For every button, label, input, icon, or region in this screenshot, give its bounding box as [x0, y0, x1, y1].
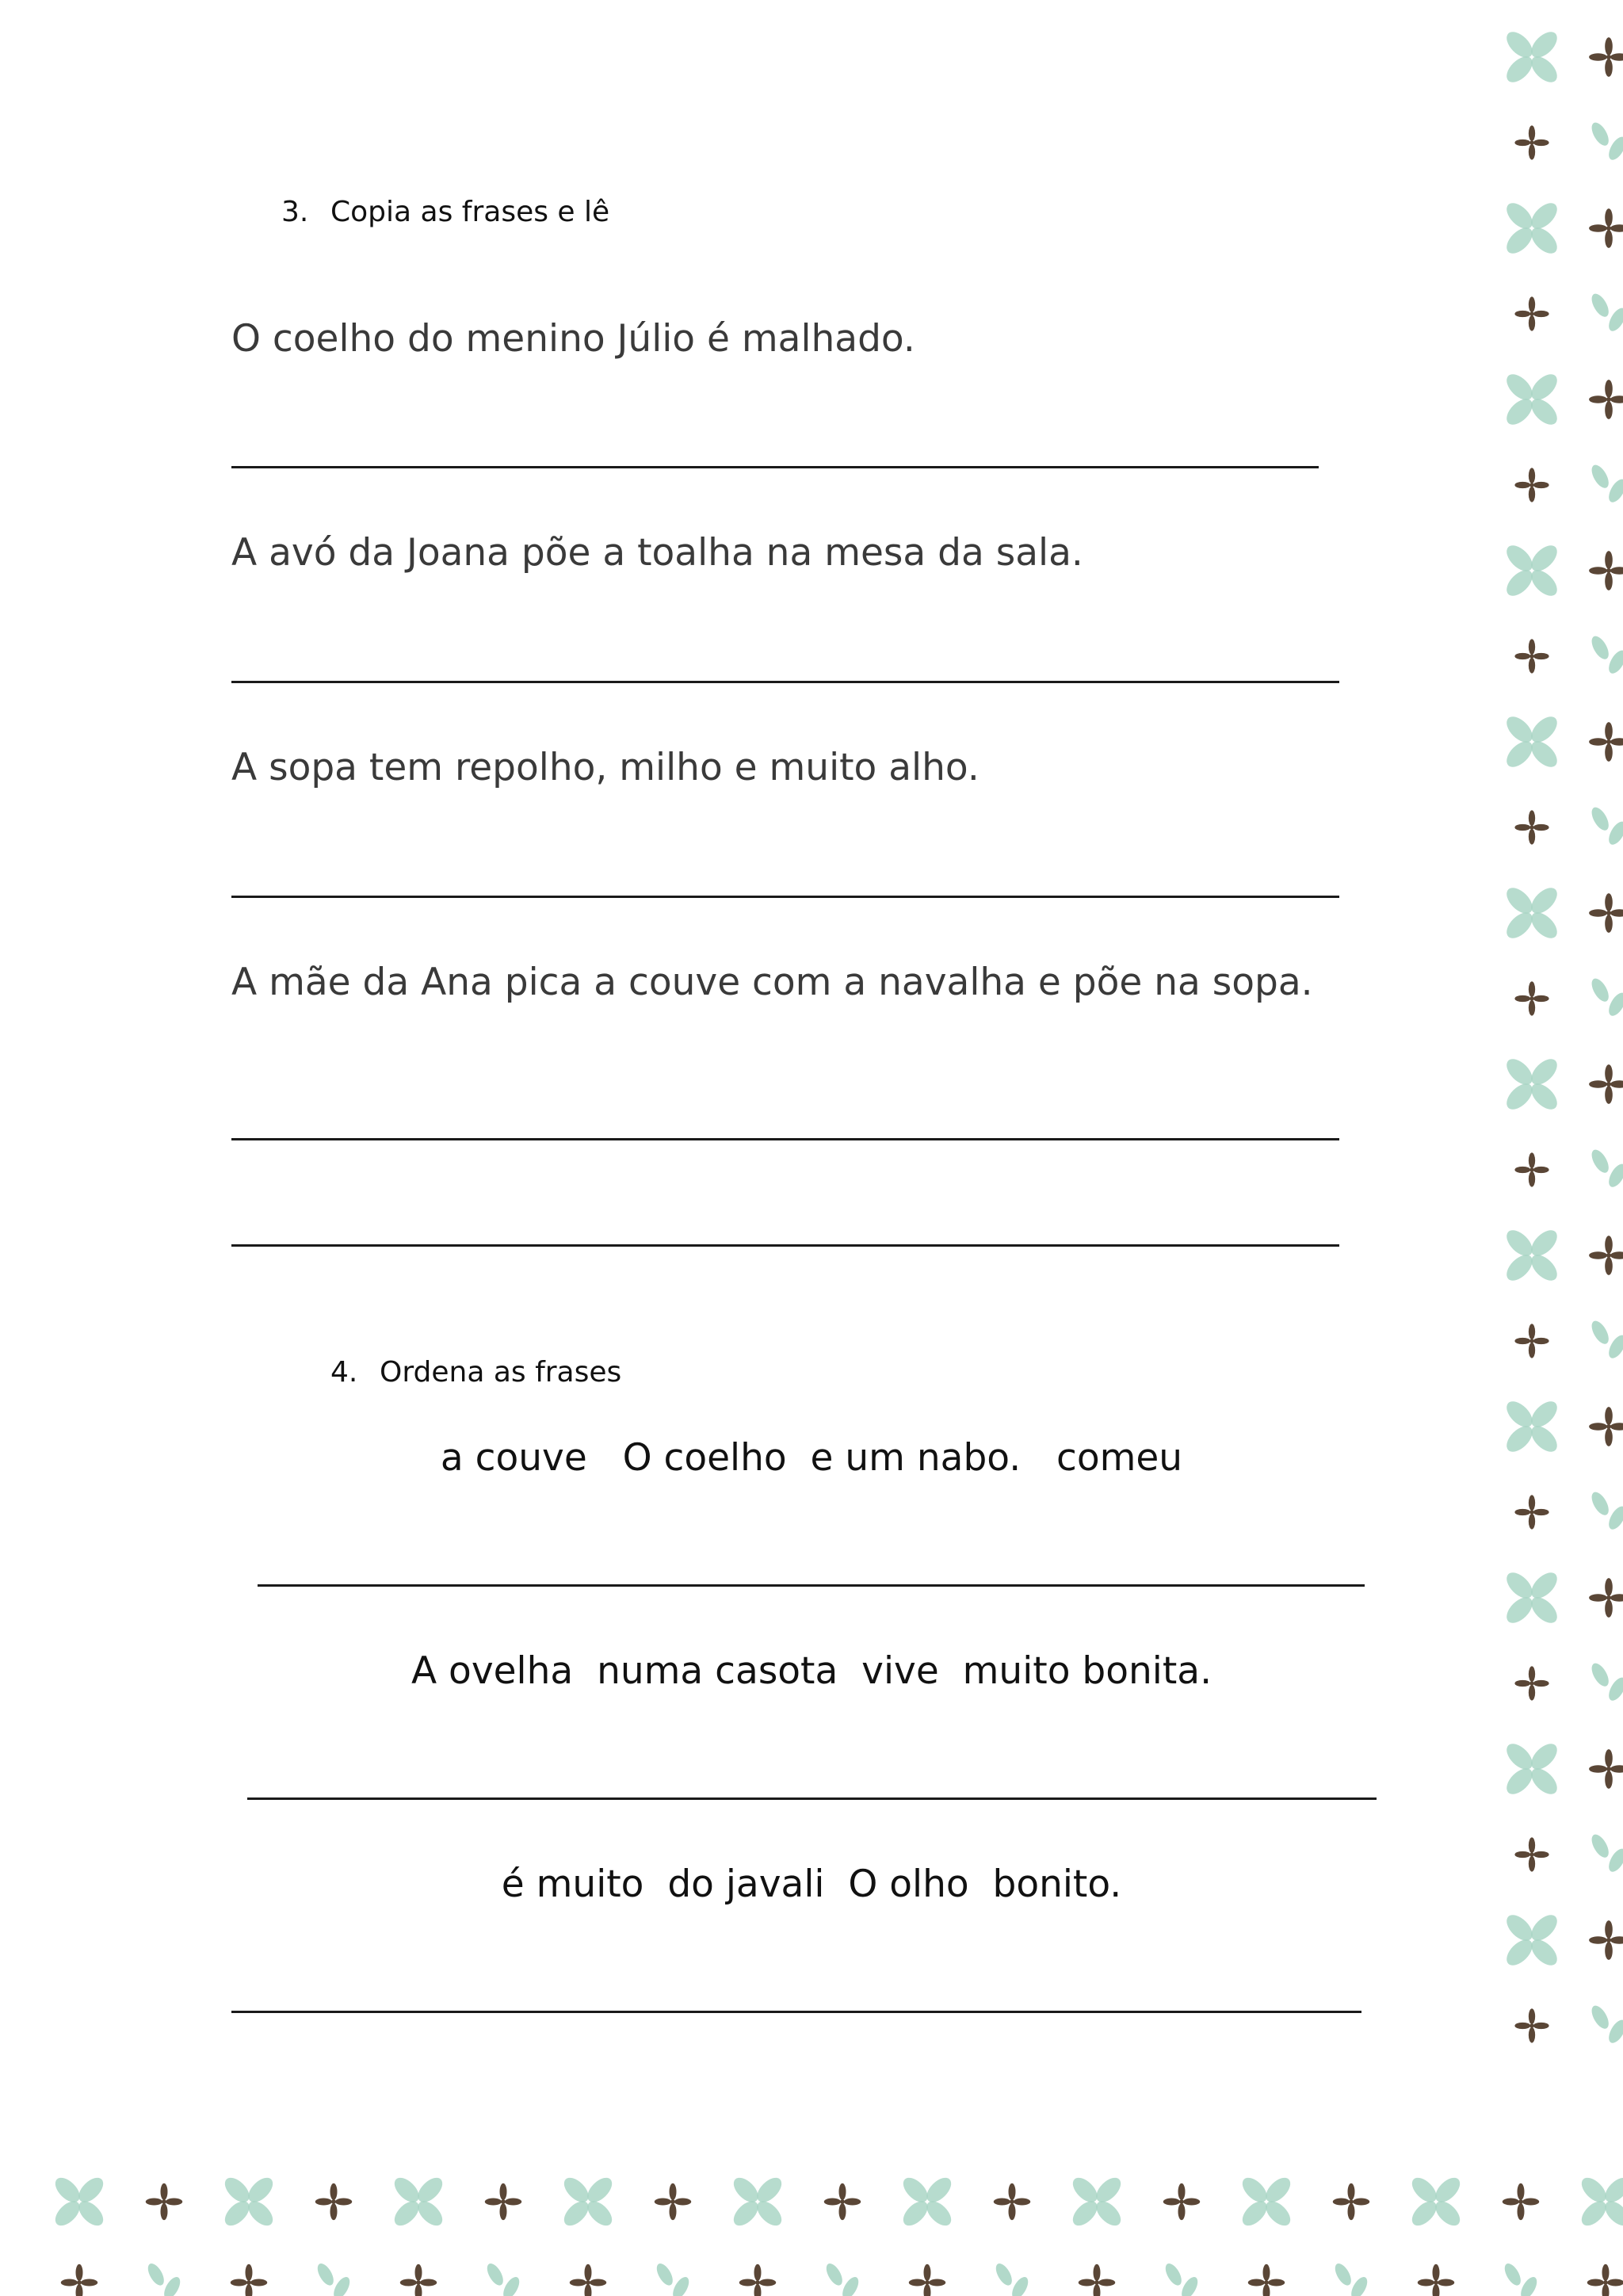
green-sprig-icon	[1588, 1147, 1623, 1190]
brown-flower-icon	[485, 2183, 521, 2220]
green-flower-icon	[1502, 369, 1561, 429]
brown-flower-icon	[1514, 1324, 1549, 1358]
brown-flower-icon	[1514, 2008, 1549, 2042]
green-sprig-icon	[1502, 2261, 1541, 2296]
brown-flower-icon	[1514, 1837, 1549, 1871]
decorative-border-bottom	[0, 2172, 1623, 2296]
writing-line-2	[231, 681, 1339, 683]
brown-flower-icon	[1589, 893, 1623, 933]
green-flower-icon	[51, 2173, 107, 2229]
brown-flower-icon	[1589, 208, 1623, 248]
green-sprig-icon	[1588, 462, 1623, 505]
green-sprig-icon	[1588, 633, 1623, 676]
green-sprig-icon	[823, 2261, 862, 2296]
green-sprig-icon	[1588, 1318, 1623, 1361]
green-sprig-icon	[484, 2261, 523, 2296]
brown-flower-icon	[1589, 551, 1623, 590]
copy-sentence-4: A mãe da Ana pica a couve com a navalha e põe na sopa.	[231, 961, 1313, 1004]
writing-line-4b	[231, 1244, 1339, 1247]
exercise-4-title: Ordena as frases	[380, 1356, 622, 1389]
green-sprig-icon	[1588, 1489, 1623, 1532]
green-sprig-icon	[1588, 120, 1623, 162]
green-flower-icon	[1068, 2173, 1125, 2229]
brown-flower-icon	[61, 2264, 97, 2296]
green-sprig-icon	[315, 2261, 353, 2296]
brown-flower-icon	[1503, 2183, 1539, 2220]
green-flower-icon	[1577, 2173, 1623, 2229]
writing-line-4a	[231, 1138, 1339, 1140]
brown-flower-icon	[655, 2183, 691, 2220]
green-flower-icon	[899, 2173, 955, 2229]
brown-flower-icon	[1514, 1495, 1549, 1529]
green-flower-icon	[1502, 1054, 1561, 1114]
brown-flower-icon	[570, 2264, 606, 2296]
green-sprig-icon	[1588, 1832, 1623, 1874]
brown-flower-icon	[824, 2183, 861, 2220]
brown-flower-icon	[1514, 810, 1549, 844]
exercise-3-title: Copia as frases e lê	[330, 196, 610, 228]
brown-flower-icon	[1248, 2264, 1285, 2296]
brown-flower-icon	[1079, 2264, 1115, 2296]
brown-flower-icon	[1589, 1236, 1623, 1275]
brown-flower-icon	[739, 2264, 776, 2296]
brown-flower-icon	[1589, 1920, 1623, 1960]
order-line-2	[247, 1797, 1377, 1800]
green-flower-icon	[1407, 2173, 1464, 2229]
green-sprig-icon	[1588, 2003, 1623, 2046]
exercise-4-number: 4.	[330, 1356, 358, 1389]
green-sprig-icon	[145, 2261, 184, 2296]
green-sprig-icon	[1588, 291, 1623, 334]
green-flower-icon	[1502, 883, 1561, 942]
brown-flower-icon	[1589, 380, 1623, 419]
exercise-4-heading	[330, 1356, 621, 1389]
green-flower-icon	[1238, 2173, 1294, 2229]
copy-sentence-1: O coelho do menino Júlio é malhado.	[231, 317, 915, 361]
green-flower-icon	[1502, 541, 1561, 600]
brown-flower-icon	[146, 2183, 182, 2220]
brown-flower-icon	[1514, 981, 1549, 1015]
brown-flower-icon	[1589, 37, 1623, 77]
brown-flower-icon	[1514, 639, 1549, 673]
green-flower-icon	[1502, 1910, 1561, 1969]
writing-line-1	[231, 466, 1319, 468]
brown-flower-icon	[1514, 125, 1549, 159]
green-sprig-icon	[654, 2261, 693, 2296]
green-sprig-icon	[1332, 2261, 1371, 2296]
brown-flower-icon	[315, 2183, 352, 2220]
green-flower-icon	[1502, 198, 1561, 258]
brown-flower-icon	[909, 2264, 945, 2296]
brown-flower-icon	[400, 2264, 437, 2296]
scrambled-sentence-1: a couve O coelho e um nabo. comeu	[440, 1436, 1183, 1480]
green-flower-icon	[729, 2173, 785, 2229]
green-sprig-icon	[1163, 2261, 1201, 2296]
copy-sentence-2: A avó da Joana põe a toalha na mesa da sala.	[231, 531, 1083, 575]
brown-flower-icon	[1163, 2183, 1200, 2220]
scrambled-sentence-3: é muito do javali O olho bonito.	[501, 1862, 1122, 1906]
brown-flower-icon	[1514, 468, 1549, 502]
copy-sentence-3: A sopa tem repolho, milho e muito alho.	[231, 746, 980, 789]
brown-flower-icon	[1418, 2264, 1454, 2296]
exercise-3-heading	[281, 196, 609, 228]
green-sprig-icon	[1588, 1660, 1623, 1703]
green-flower-icon	[1502, 1739, 1561, 1798]
green-flower-icon	[1502, 1225, 1561, 1285]
green-flower-icon	[1502, 712, 1561, 771]
green-sprig-icon	[1588, 976, 1623, 1018]
brown-flower-icon	[1514, 1666, 1549, 1700]
brown-flower-icon	[1589, 722, 1623, 762]
scrambled-sentence-2: A ovelha numa casota vive muito bonita.	[411, 1649, 1212, 1693]
brown-flower-icon	[1589, 1749, 1623, 1789]
order-line-3	[231, 2011, 1361, 2013]
brown-flower-icon	[1514, 296, 1549, 330]
order-line-1	[258, 1584, 1365, 1587]
green-flower-icon	[559, 2173, 616, 2229]
decorative-border-right	[1498, 24, 1623, 2164]
brown-flower-icon	[994, 2183, 1030, 2220]
green-sprig-icon	[993, 2261, 1032, 2296]
brown-flower-icon	[1589, 1407, 1623, 1446]
brown-flower-icon	[1589, 1578, 1623, 1618]
green-flower-icon	[1502, 1396, 1561, 1456]
exercise-3-number: 3.	[281, 196, 309, 228]
brown-flower-icon	[1514, 1152, 1549, 1186]
green-flower-icon	[1502, 27, 1561, 86]
brown-flower-icon	[231, 2264, 267, 2296]
green-flower-icon	[390, 2173, 446, 2229]
brown-flower-icon	[1333, 2183, 1369, 2220]
green-flower-icon	[220, 2173, 277, 2229]
writing-line-3	[231, 896, 1339, 898]
brown-flower-icon	[1589, 1064, 1623, 1104]
green-flower-icon	[1502, 1568, 1561, 1627]
brown-flower-icon	[1587, 2264, 1623, 2296]
green-sprig-icon	[1588, 804, 1623, 847]
